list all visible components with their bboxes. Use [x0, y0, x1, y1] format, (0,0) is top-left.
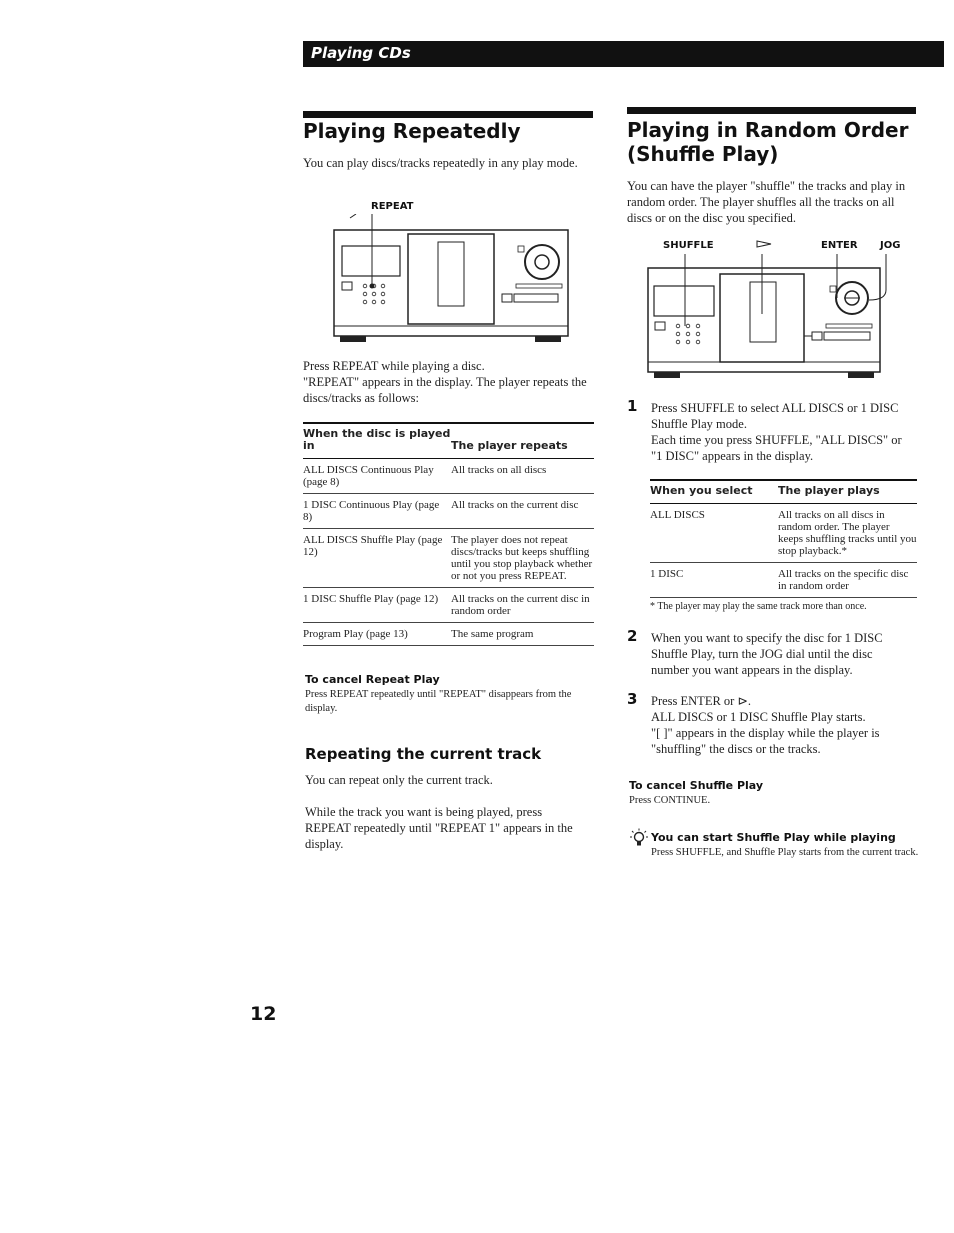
play-arrow-icon [756, 239, 774, 249]
cd-player-illustration-left [330, 214, 572, 344]
repeat-table-header-2: The player repeats [451, 423, 594, 459]
section-header-bar [303, 41, 944, 67]
after-figure-line-2: "REPEAT" appears in the display. The player repeats the discs/tracks as follows: [303, 375, 587, 405]
table-cell: ALL DISCS Continuous Play (page 8) [303, 459, 451, 494]
section-title: Playing CDs [311, 44, 411, 62]
title-rule [627, 107, 916, 114]
table-row [303, 529, 594, 588]
table-cell: The player does not repeat discs/tracks but keeps shuffling until you stop playback whether or not you press REPEAT. [451, 529, 594, 588]
tip-title: You can start Shuffle Play while playing [651, 831, 896, 844]
subsection-paragraph-1: You can repeat only the current track. [305, 773, 493, 787]
intro-right: You can have the player "shuffle" the tracks and play in random order. The player shuffles all the tracks on all discs or on the disc you specified. [627, 179, 906, 225]
table-row [303, 588, 594, 623]
step-1-text-2: Each time you press SHUFFLE, "ALL DISCS" or "1 DISC" appears in the display. [651, 433, 902, 463]
table-cell: ALL DISCS [650, 504, 778, 563]
table-row [303, 459, 594, 494]
lightbulb-tip-icon [630, 828, 648, 848]
step-1-text: Press SHUFFLE to select ALL DISCS or 1 DISC Shuffle Play mode. [651, 401, 899, 431]
table-cell: All tracks on all discs [451, 459, 594, 494]
repeat-table-header-1: When the disc is played in [303, 423, 451, 459]
table-cell: All tracks on the current disc [451, 494, 594, 529]
step-3-text: Press ENTER or ⊳. [651, 694, 752, 708]
shuffle-table [650, 479, 917, 598]
table-row [650, 504, 917, 563]
repeat-table [303, 422, 594, 646]
table-cell: All tracks on the current disc in random order [451, 588, 594, 623]
enter-label: ENTER [821, 240, 858, 251]
step-3-number: 3 [627, 690, 638, 708]
cd-player-illustration-right [644, 254, 894, 384]
table-row [303, 623, 594, 646]
jog-label: JOG [880, 240, 901, 251]
table-cell: All tracks on the specific disc in random order [778, 563, 917, 598]
after-figure-line-1: Press REPEAT while playing a disc. [303, 359, 485, 373]
cancel-repeat-text: Press REPEAT repeatedly until "REPEAT" disappears from the display. [305, 689, 572, 714]
table-cell: 1 DISC [650, 563, 778, 598]
table-row [650, 563, 917, 598]
cancel-shuffle-title: To cancel Shuffle Play [629, 779, 764, 792]
step-3-text-3: "[ ]" appears in the display while the player is "shuffling" the discs or the tracks. [651, 726, 880, 756]
page-number: 12 [250, 1003, 277, 1025]
after-figure-text [303, 358, 593, 406]
subsection-title: Repeating the current track [305, 745, 542, 763]
tip-text: Press SHUFFLE, and Shuffle Play starts from the current track. [651, 847, 919, 858]
shuffle-table-header-2: The player plays [778, 480, 917, 504]
table-cell: All tracks on all discs in random order. The player keeps shuffling tracks until you stop playback.* [778, 504, 917, 563]
step-2-number: 2 [627, 627, 638, 645]
page-title-right [627, 118, 908, 166]
step-3-text-2: ALL DISCS or 1 DISC Shuffle Play starts. [651, 710, 866, 724]
repeat-label: REPEAT [371, 201, 414, 212]
table-cell: The same program [451, 623, 594, 646]
table-cell: ALL DISCS Shuffle Play (page 12) [303, 529, 451, 588]
table-footnote: * The player may play the same track more than once. [650, 601, 867, 612]
title-line-2: (Shuffle Play) [627, 142, 779, 166]
shuffle-label: SHUFFLE [663, 240, 714, 251]
step-2-text: When you want to specify the disc for 1 DISC Shuffle Play, turn the JOG dial until the disc number you want appears in the display. [651, 631, 883, 677]
cancel-repeat-title: To cancel Repeat Play [305, 673, 440, 686]
table-cell: 1 DISC Continuous Play (page 8) [303, 494, 451, 529]
table-row [303, 494, 594, 529]
intro-left: You can play discs/tracks repeatedly in any play mode. [303, 156, 578, 170]
cancel-shuffle-text: Press CONTINUE. [629, 795, 711, 806]
table-cell: 1 DISC Shuffle Play (page 12) [303, 588, 451, 623]
page-title-left: Playing Repeatedly [303, 119, 521, 143]
table-cell: Program Play (page 13) [303, 623, 451, 646]
title-rule [303, 111, 593, 118]
step-1-number: 1 [627, 397, 638, 415]
shuffle-table-header-1: When you select [650, 480, 778, 504]
subsection-paragraph-2: While the track you want is being played, press REPEAT repeatedly until "REPEAT 1" appears in the display. [305, 805, 573, 851]
title-line-1: Playing in Random Order [627, 118, 909, 142]
